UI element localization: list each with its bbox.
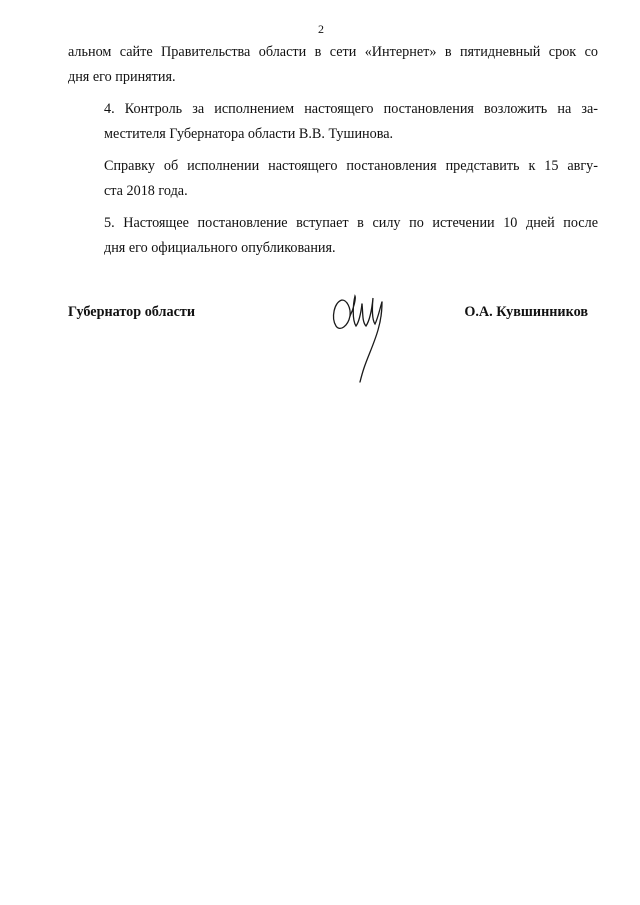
- signatory-title: Губернатор области: [68, 304, 196, 320]
- paragraph-publication-continuation: [68, 40, 598, 90]
- text-line: 5. Настоящее постановление вступает в силу по истечении 10 дней после: [104, 215, 598, 231]
- text-line: дня его принятия.: [68, 69, 176, 85]
- text-line: альном сайте Правительства области в сети «Интернет» в пятидневный срок со: [68, 44, 598, 60]
- page-number: 2: [318, 22, 324, 36]
- document-body: [68, 40, 598, 261]
- text-line: местителя Губернатора области В.В. Тушинова.: [104, 126, 394, 142]
- paragraph-effective-date: [68, 211, 598, 261]
- handwritten-signature: [328, 286, 398, 386]
- text-line: Справку об исполнении настоящего постановления представить к 15 авгу-: [104, 158, 598, 174]
- text-line: дня его официального опубликования.: [104, 240, 336, 256]
- signature-block: [68, 294, 598, 384]
- text-line: 4. Контроль за исполнением настоящего постановления возложить на за-: [104, 101, 598, 117]
- signatory-name: О.А. Кувшинников: [464, 304, 588, 320]
- text-line: ста 2018 года.: [104, 183, 188, 199]
- paragraph-control: [68, 97, 598, 147]
- paragraph-report: [68, 154, 598, 204]
